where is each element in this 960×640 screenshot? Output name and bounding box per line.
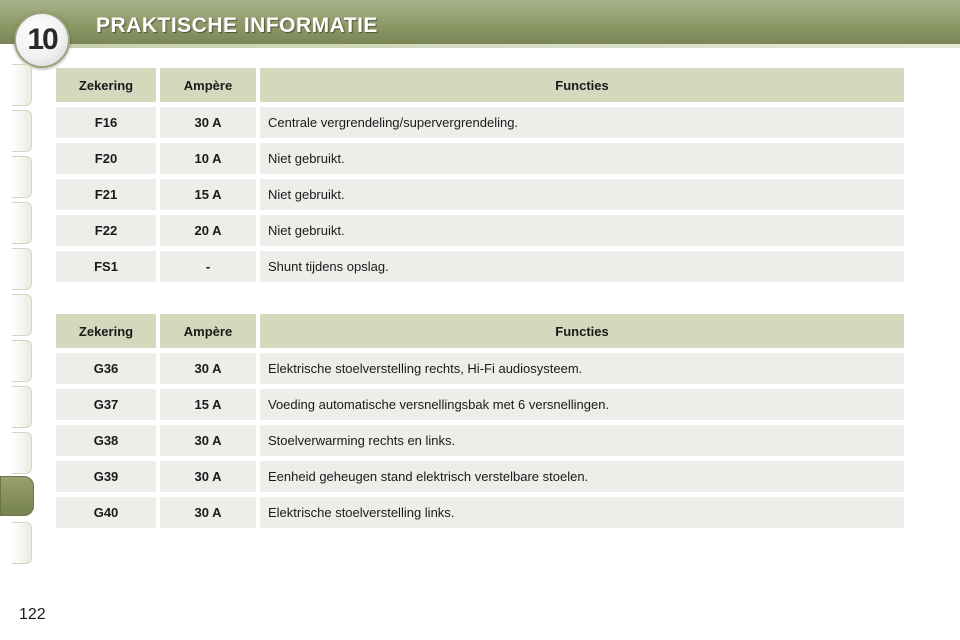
fuse-ampere: - bbox=[160, 251, 260, 282]
fuse-table-1 bbox=[56, 63, 904, 287]
chapter-tab-active[interactable] bbox=[0, 476, 34, 516]
fuse-code: G39 bbox=[56, 461, 160, 492]
chapter-tab[interactable] bbox=[12, 522, 32, 564]
chapter-tab[interactable] bbox=[12, 156, 32, 198]
table-row bbox=[56, 107, 904, 138]
fuse-code: F22 bbox=[56, 215, 160, 246]
header-functies: Functies bbox=[260, 68, 904, 102]
fuse-ampere: 30 A bbox=[160, 497, 260, 528]
header-underline bbox=[58, 44, 960, 48]
chapter-tab[interactable] bbox=[12, 294, 32, 336]
table-row bbox=[56, 251, 904, 282]
header-functies: Functies bbox=[260, 314, 904, 348]
table-row bbox=[56, 497, 904, 528]
header-ampere: Ampère bbox=[160, 314, 260, 348]
fuse-table-2 bbox=[56, 309, 904, 533]
chapter-tab[interactable] bbox=[12, 432, 32, 474]
table-header-row bbox=[56, 314, 904, 348]
fuse-function: Elektrische stoelverstelling rechts, Hi-Fi audiosysteem. bbox=[260, 353, 904, 384]
header-ampere: Ampère bbox=[160, 68, 260, 102]
fuse-ampere: 15 A bbox=[160, 179, 260, 210]
table-row bbox=[56, 389, 904, 420]
fuse-code: F20 bbox=[56, 143, 160, 174]
header-zekering: Zekering bbox=[56, 68, 160, 102]
fuse-code: FS1 bbox=[56, 251, 160, 282]
fuse-code: G37 bbox=[56, 389, 160, 420]
chapter-tab[interactable] bbox=[12, 248, 32, 290]
fuse-code: G40 bbox=[56, 497, 160, 528]
fuse-function: Elektrische stoelverstelling links. bbox=[260, 497, 904, 528]
fuse-code: G36 bbox=[56, 353, 160, 384]
table-row bbox=[56, 215, 904, 246]
table-row bbox=[56, 353, 904, 384]
fuse-code: F16 bbox=[56, 107, 160, 138]
table-header-row bbox=[56, 68, 904, 102]
fuse-ampere: 30 A bbox=[160, 107, 260, 138]
fuse-function: Stoelverwarming rechts en links. bbox=[260, 425, 904, 456]
chapter-tab[interactable] bbox=[12, 386, 32, 428]
chapter-tab[interactable] bbox=[12, 340, 32, 382]
chapter-title: PRAKTISCHE INFORMATIE bbox=[96, 14, 378, 37]
chapter-tab[interactable] bbox=[12, 202, 32, 244]
fuse-ampere: 10 A bbox=[160, 143, 260, 174]
header-zekering: Zekering bbox=[56, 314, 160, 348]
fuse-code: F21 bbox=[56, 179, 160, 210]
table-row bbox=[56, 179, 904, 210]
table-row bbox=[56, 461, 904, 492]
fuse-function: Shunt tijdens opslag. bbox=[260, 251, 904, 282]
fuse-function: Niet gebruikt. bbox=[260, 179, 904, 210]
fuse-ampere: 30 A bbox=[160, 353, 260, 384]
fuse-ampere: 20 A bbox=[160, 215, 260, 246]
fuse-code: G38 bbox=[56, 425, 160, 456]
fuse-ampere: 30 A bbox=[160, 461, 260, 492]
fuse-function: Voeding automatische versnellingsbak met 6 versnellingen. bbox=[260, 389, 904, 420]
fuse-ampere: 15 A bbox=[160, 389, 260, 420]
fuse-function: Niet gebruikt. bbox=[260, 215, 904, 246]
table-row bbox=[56, 425, 904, 456]
table-row bbox=[56, 143, 904, 174]
chapter-number-badge: 10 bbox=[14, 12, 70, 68]
chapter-tab[interactable] bbox=[12, 110, 32, 152]
fuse-ampere: 30 A bbox=[160, 425, 260, 456]
fuse-function: Niet gebruikt. bbox=[260, 143, 904, 174]
chapter-tab[interactable] bbox=[12, 64, 32, 106]
page-number: 122 bbox=[19, 606, 46, 623]
chapter-tabs bbox=[0, 64, 34, 574]
fuse-function: Eenheid geheugen stand elektrisch verstelbare stoelen. bbox=[260, 461, 904, 492]
fuse-function: Centrale vergrendeling/supervergrendeling. bbox=[260, 107, 904, 138]
